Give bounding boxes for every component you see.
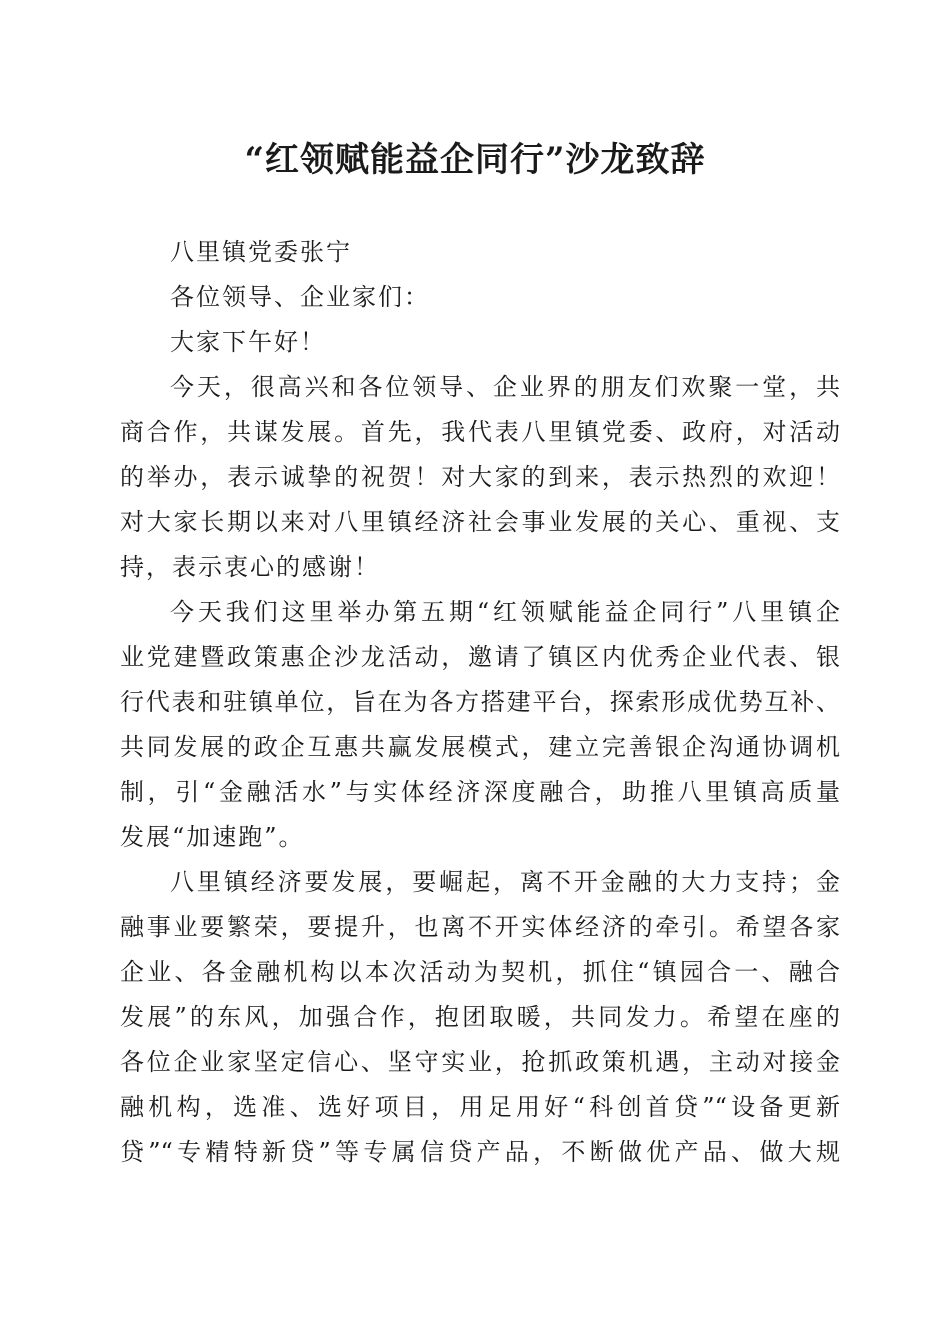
paragraph-line: 制，引“金融活水”与实体经济深度融合，助推八里镇高质量 xyxy=(120,778,840,806)
greeting-line: 大家下午好！ xyxy=(170,328,326,356)
paragraph-line: 发展”的东风，加强合作，抱团取暖，共同发力。希望在座的 xyxy=(120,1003,840,1031)
paragraph-line: 融事业要繁荣，要提升，也离不开实体经济的牵引。希望各家 xyxy=(120,913,840,941)
paragraph-line: 的举办，表示诚挚的祝贺！对大家的到来，表示热烈的欢迎！ xyxy=(120,463,840,491)
author-line: 八里镇党委张宁 xyxy=(170,238,352,266)
paragraph-line: 今天我们这里举办第五期“红领赋能益企同行”八里镇企 xyxy=(170,598,840,626)
paragraph-line: 业党建暨政策惠企沙龙活动，邀请了镇区内优秀企业代表、银 xyxy=(120,643,840,671)
paragraph-line: 贷”“专精特新贷”等专属信贷产品，不断做优产品、做大规 xyxy=(120,1138,840,1166)
paragraph-line: 融机构，选准、选好项目，用足用好“科创首贷”“设备更新 xyxy=(120,1093,840,1121)
paragraph-line: 对大家长期以来对八里镇经济社会事业发展的关心、重视、支 xyxy=(120,508,840,536)
paragraph-line: 企业、各金融机构以本次活动为契机，抓住“镇园合一、融合 xyxy=(120,958,840,986)
paragraph-line: 持，表示衷心的感谢！ xyxy=(120,553,380,581)
paragraph-line: 商合作，共谋发展。首先，我代表八里镇党委、政府，对活动 xyxy=(120,418,840,446)
paragraph-line: 发展“加速跑”。 xyxy=(120,823,305,851)
paragraph-line: 各位企业家坚定信心、坚守实业，抢抓政策机遇，主动对接金 xyxy=(120,1048,840,1076)
paragraph-line: 今天，很高兴和各位领导、企业界的朋友们欢聚一堂，共 xyxy=(170,373,840,401)
document-title: “红领赋能益企同行”沙龙致辞 xyxy=(244,140,706,180)
paragraph-line: 八里镇经济要发展，要崛起，离不开金融的大力支持；金 xyxy=(170,868,840,896)
paragraph-line: 行代表和驻镇单位，旨在为各方搭建平台，探索形成优势互补、 xyxy=(120,688,840,716)
paragraph-line: 共同发展的政企互惠共赢发展模式，建立完善银企沟通协调机 xyxy=(120,733,840,761)
salutation-line: 各位领导、企业家们： xyxy=(170,283,430,311)
